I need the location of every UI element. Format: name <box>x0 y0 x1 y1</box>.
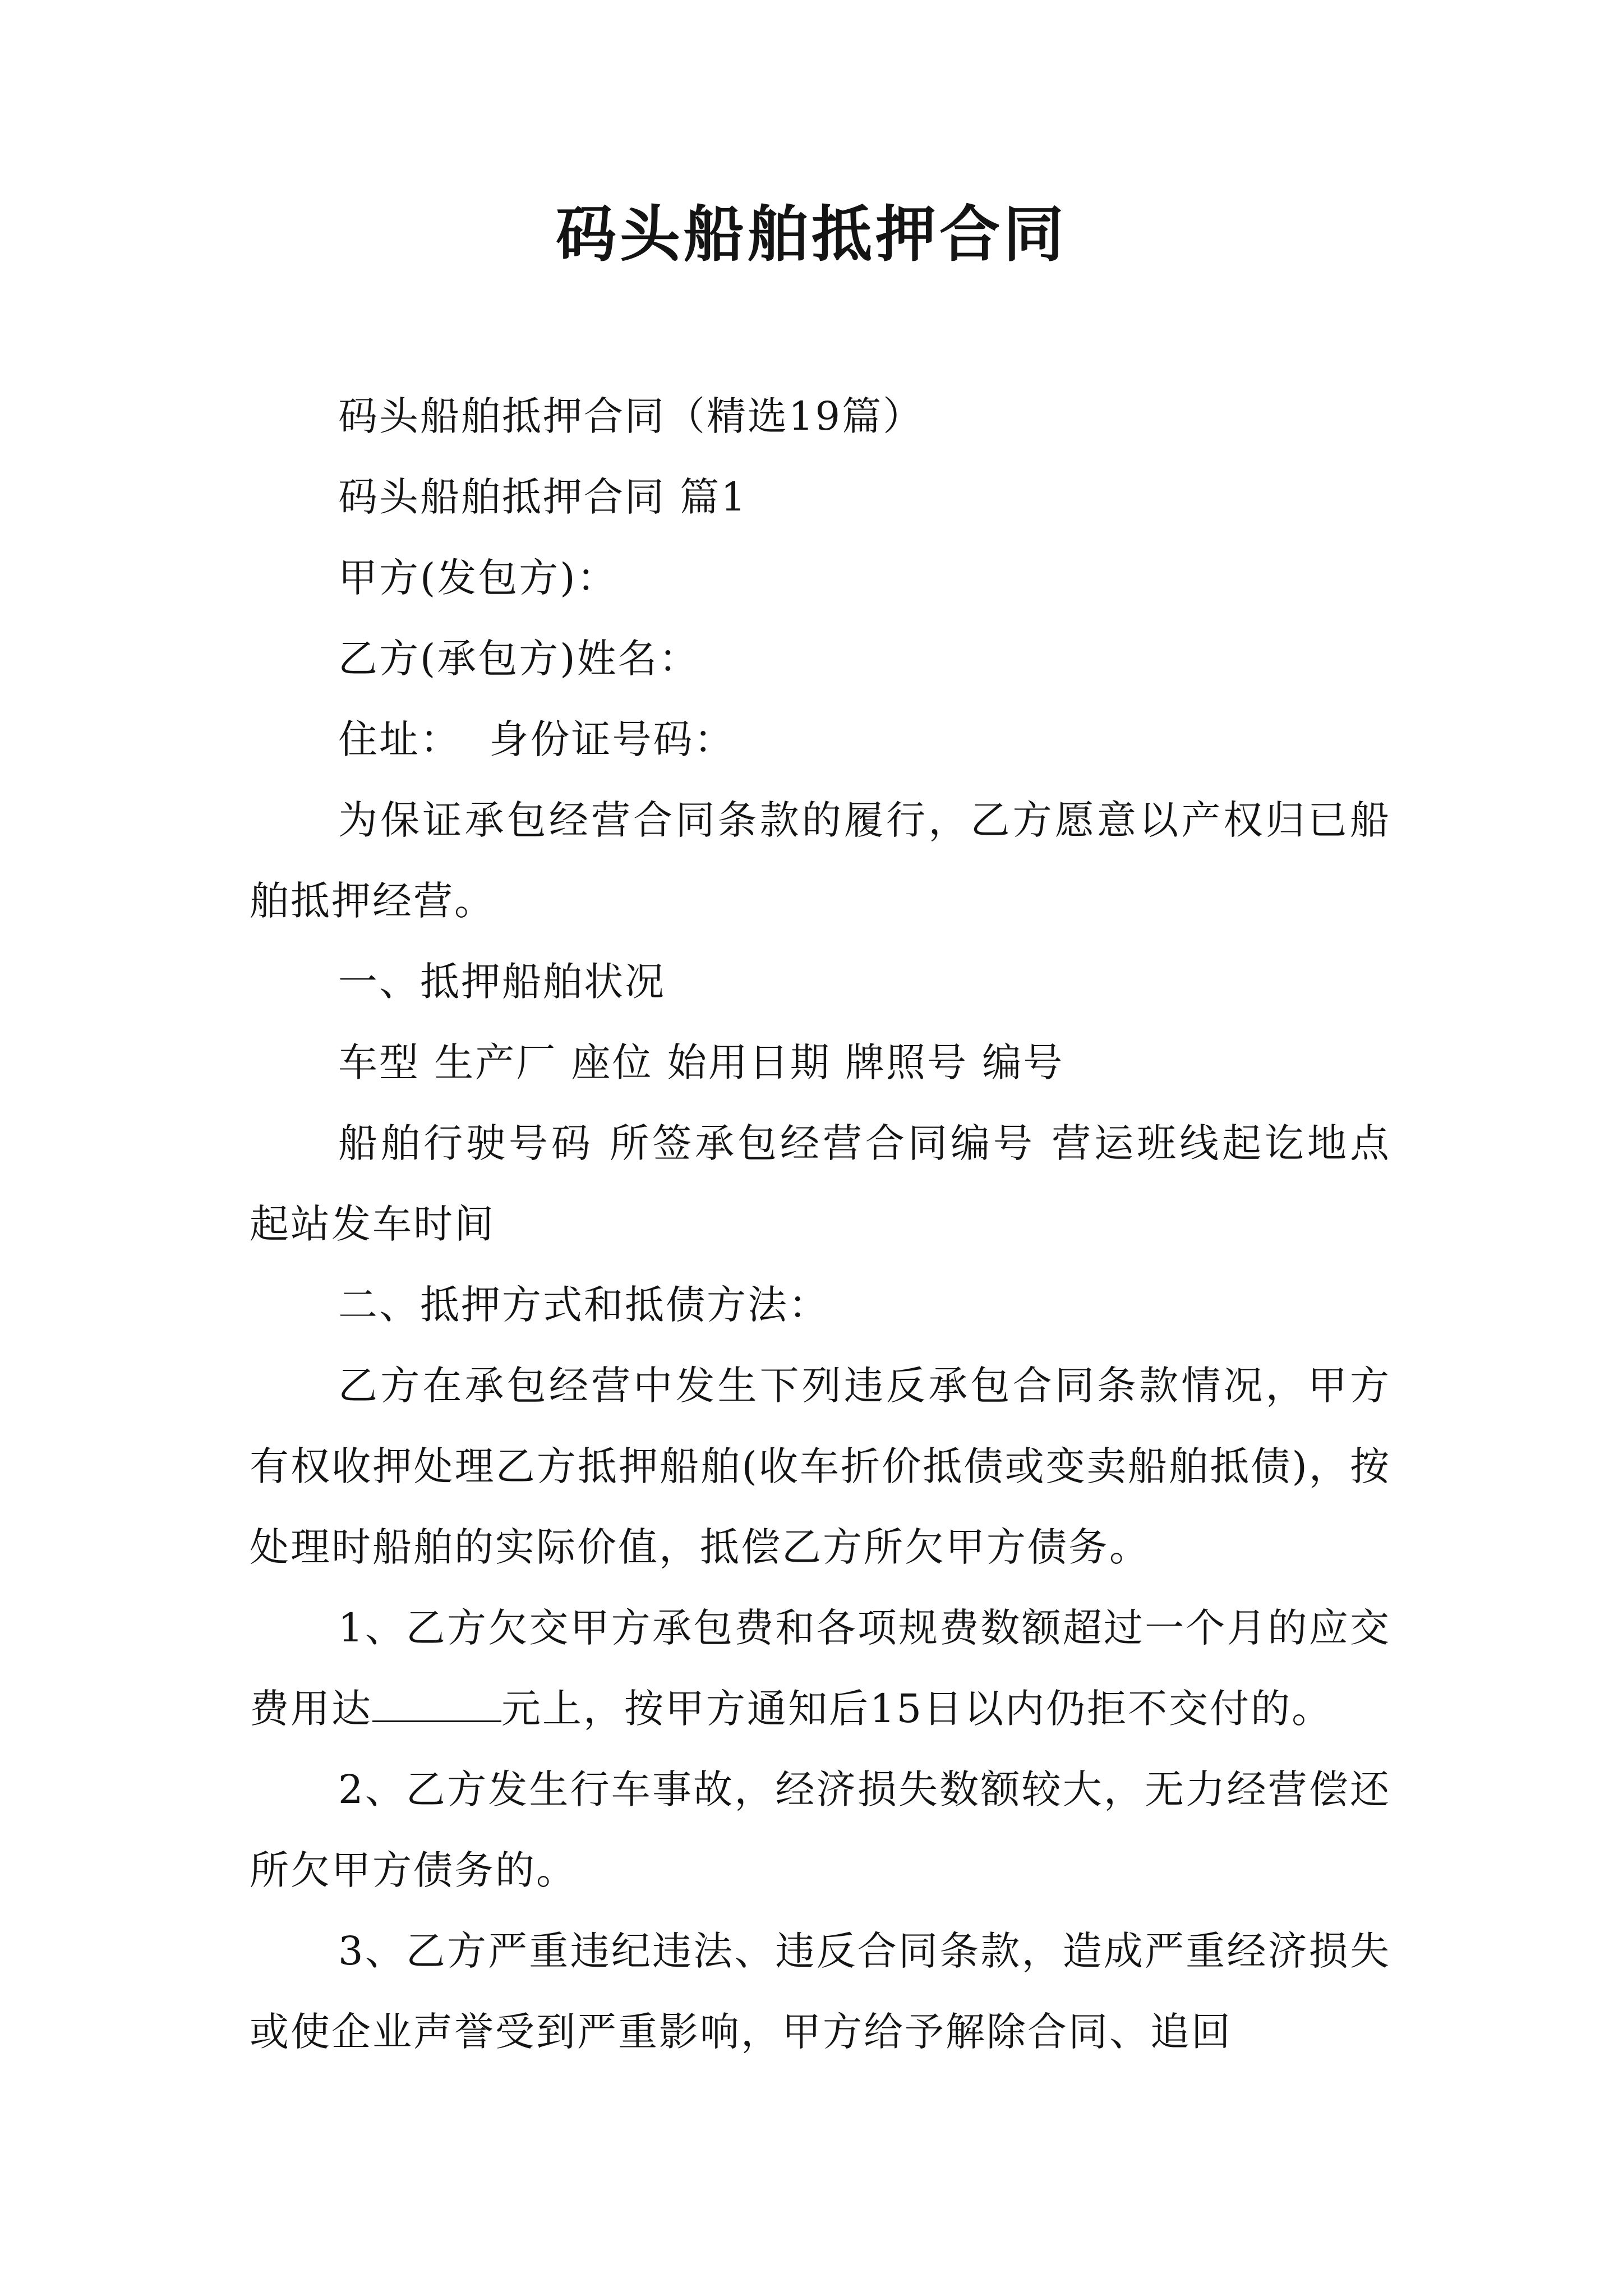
document-body <box>250 376 1405 2072</box>
item-1-text-after: 元上，按甲方通知后15日以内仍拒不交付的。 <box>501 1686 1333 1732</box>
section-one-heading: 一、抵押船舶状况 <box>338 959 666 1005</box>
amount-blank <box>372 1687 501 1722</box>
subtitle-paragraph: 码头船舶抵押合同（精选19篇） <box>338 393 924 439</box>
vehicle-fields-line: 车型 生产厂 座位 始用日期 牌照号 编号 <box>338 1039 1064 1085</box>
item-1-paragraph <box>250 1588 1391 1749</box>
item-1-text-before: 1、乙方欠交甲方承包费和各项规费数额超过一个月的应交费用达 <box>250 1605 1391 1732</box>
item-2-paragraph: 2、乙方发生行车事故，经济损失数额较大，无力经营偿还所欠甲方债务的。 <box>250 1766 1391 1893</box>
section-two-heading: 二、抵押方式和抵债方法： <box>338 1282 829 1328</box>
item-3-paragraph: 3、乙方严重违纪违法、违反合同条款，造成严重经济损失或使企业声誉受到严重影响，甲方给予解除合同、追回 <box>250 1928 1391 2055</box>
party-a-line: 甲方(发包方)： <box>338 555 618 601</box>
party-b-line: 乙方(承包方)姓名： <box>338 636 700 682</box>
section-heading-part-1: 码头船舶抵押合同 篇1 <box>338 474 748 520</box>
vessel-fields-line: 船舶行驶号码 所签承包经营合同编号 营运班线起讫地点 起站发车时间 <box>250 1120 1405 1247</box>
document-title: 码头船舶抵押合同 <box>555 199 1067 270</box>
conditions-paragraph: 乙方在承包经营中发生下列违反承包合同条款情况，甲方有权收押处理乙方抵押船舶(收车折价抵债或变卖船舶抵债)，按处理时船舶的实际价值，抵偿乙方所欠甲方债务。 <box>250 1363 1391 1570</box>
address-id-line: 住址： 身份证号码： <box>338 716 735 762</box>
purpose-paragraph: 为保证承包经营合同条款的履行，乙方愿意以产权归已船舶抵押经营。 <box>250 797 1391 924</box>
